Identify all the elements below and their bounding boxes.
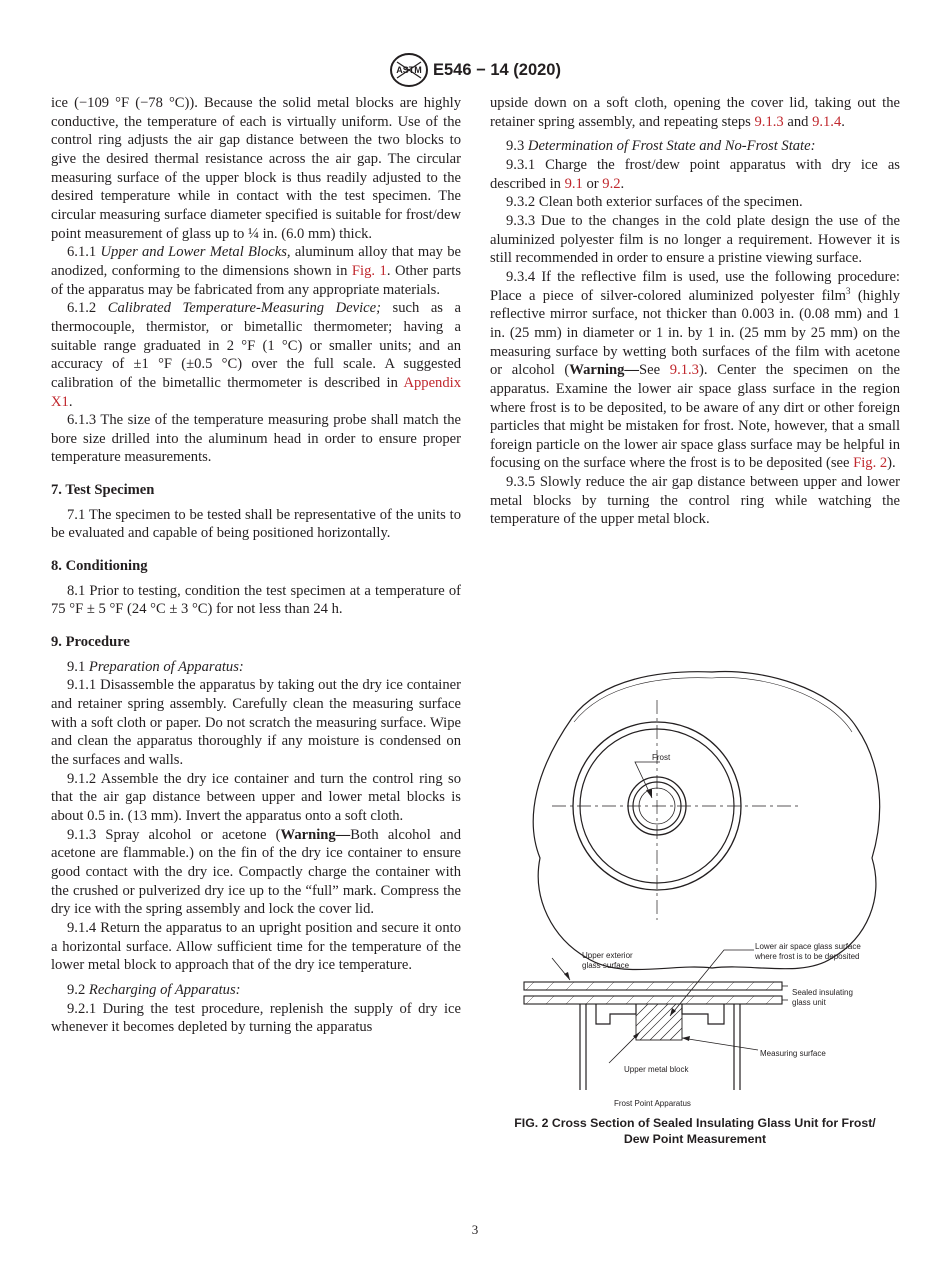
section-text: and	[783, 113, 813, 130]
section-9-1-3	[51, 826, 461, 919]
section-6-1-3: 6.1.3 The size of the temperature measuring probe shall match the bore size drilled into the aluminum head in order to ensure proper temperature measurements.	[51, 412, 461, 466]
fig-1-link[interactable]: Fig. 1	[351, 262, 387, 279]
frost-point-diagram	[512, 658, 892, 1118]
section-text: .	[620, 175, 625, 192]
fig-2-link[interactable]: Fig. 2	[853, 455, 888, 472]
label-frost: Frost	[652, 753, 671, 762]
section-text: . Other parts of the apparatus may be fabricated from any appropriate materials.	[51, 262, 462, 298]
label-frost-point-apparatus: Frost Point Apparatus	[614, 1099, 691, 1108]
section-number: 9.3	[506, 138, 525, 155]
section-text: (highly reflective mirror surface, not thicker than 0.003 in. (0.08 mm) and 1 in. (25 mm) in diameter or 1 in. by 1 in. (25 mm by 25 mm) on the measuring surface by wetting both surfaces of the film with acetone or alcohol (	[490, 287, 900, 379]
specimen-outline	[533, 671, 879, 969]
heading-conditioning: 8. Conditioning	[51, 558, 148, 575]
page-number: 3	[471, 1222, 479, 1237]
section-9-3-2: 9.3.2 Clean both exterior surfaces of the specimen.	[506, 194, 803, 211]
section-9-3-5: 9.3.5 Slowly reduce the air gap distance between upper and lower metal blocks by turning the control ring while watching the temperature of the upper metal block.	[490, 474, 900, 528]
section-text: 9.3.4 If the reflective film is used, use the following procedure: Place a piece of silver-colored aluminized polyester film	[490, 268, 900, 304]
link-9-1-3[interactable]: 9.1.3	[669, 362, 699, 379]
figure-2	[512, 658, 892, 1118]
upper-metal-block	[596, 1004, 636, 1024]
caption-line-1: FIG. 2 Cross Section of Sealed Insulating Glass Unit for Frost/	[514, 1116, 876, 1130]
heading-procedure: 9. Procedure	[51, 634, 130, 651]
frost-leader	[635, 762, 660, 798]
section-number: 9.1	[67, 658, 86, 675]
figure-caption	[490, 1116, 900, 1147]
section-9-1-1: 9.1.1 Disassemble the apparatus by taking out the dry ice container and retainer spring assembly. Carefully clean the measuring surface with a soft cloth or paper. Do not scratch the measuring surface. Wipe and clean the apparatus thoroughly if any moisture is condensed on the surfaces and walls.	[51, 677, 461, 768]
section-6-1-2	[51, 299, 461, 411]
footnote-ref[interactable]: 3	[845, 285, 851, 296]
section-9-1-2: 9.1.2 Assemble the dry ice container and turn the control ring so that the air gap distance between upper and lower metal blocks is about 0.5 in. (13 mm). Invert the apparatus onto a soft cloth.	[51, 770, 461, 824]
section-text: .	[68, 393, 73, 410]
section-text: Both alcohol and acetone are flammable.) on the fin of the dry ice container to ensure good contact with the dry ice. Compactly charge the container with the crushed or pulverized dry ice up to the “full” mark. Compress the dry ice with the spring assembly and lock the cover lid.	[51, 826, 461, 918]
section-number: 9.2	[67, 981, 86, 998]
section-9-3-4	[490, 268, 900, 473]
section-8-1: 8.1 Prior to testing, condition the test specimen at a temperature of 75 °F ± 5 °F (24 °C ± 3 °C) for not less than 24 h.	[51, 582, 461, 618]
section-text: aluminum alloy that may be anodized, conforming to the dimensions shown in	[51, 244, 461, 279]
paragraph-continued	[490, 94, 900, 131]
right-column	[490, 94, 900, 529]
label-lower-air-1: Lower air space glass surface	[755, 942, 861, 951]
link-9-1-3[interactable]: 9.1.3	[754, 113, 784, 130]
warning-label: Warning—	[569, 362, 640, 379]
section-title: Recharging of Apparatus:	[88, 981, 241, 998]
logo-text: ASTM	[396, 65, 422, 75]
label-sealed-2: glass unit	[792, 998, 826, 1007]
section-text: 9.3.1 Charge the frost/dew point apparatus with dry ice as described in	[490, 156, 900, 192]
page-header	[0, 52, 950, 88]
section-6-1-1	[51, 243, 461, 299]
link-9-1[interactable]: 9.1	[564, 175, 583, 192]
section-9-2	[51, 981, 461, 1000]
paragraph-intro: ice (−109 °F (−78 °C)). Because the solid metal blocks are highly conductive, the temperature of each is virtually uniform. Use of the control ring adjusts the air gap distance between the two blocks to give the desired thermal resistance across the air gap. The circular measuring surface of the upper block is thus readily adjusted to the desired temperature while in contact with the test specimen. The circular measuring surface diameter specified is suitable for frost/dew point measurement of glass up to ¼ in. (6.0 mm) thick.	[51, 95, 461, 242]
label-lower-air-2: where frost is to be deposited	[755, 952, 860, 961]
section-9-1	[51, 658, 461, 677]
section-text: See	[639, 362, 670, 379]
section-text: upside down on a soft cloth, opening the cover lid, taking out the retainer spring assembly, and repeating steps	[490, 95, 900, 130]
label-upper-exterior-1: Upper exterior	[582, 951, 633, 960]
section-text: such as a thermocouple, thermistor, or bimetallic thermometer; having a suitable range graduated in 2 °F (1 °C) or smaller units; and an accuracy of ±1 °F (±0.5 °C) over the full scale. A suggested calibration of the bimetallic thermometer is described in	[51, 300, 461, 391]
caption-line-2: Dew Point Measurement	[623, 1131, 767, 1146]
section-title: Upper and Lower Metal Blocks,	[100, 244, 291, 261]
label-upper-exterior-2: glass surface	[582, 961, 630, 970]
document-code: E546 − 14 (2020)	[433, 60, 561, 79]
section-number: 6.1.2	[67, 300, 97, 317]
section-title: Preparation of Apparatus:	[88, 658, 244, 675]
label-measuring-surface: Measuring surface	[760, 1049, 826, 1058]
section-text: or	[582, 175, 603, 192]
section-9-2-1: 9.2.1 During the test procedure, replenish the supply of dry ice whenever it becomes depleted by turning the apparatus	[51, 1000, 461, 1036]
section-title: Calibrated Temperature-Measuring Device;	[107, 300, 381, 317]
section-9-3	[490, 137, 900, 156]
section-text: ). Center the specimen on the apparatus. Examine the lower air space glass surface in the region where frost is to be deposited, to be aware of any dirt or other foreign particles that might be mistaken for frost. Note, however, that a small foreign particle on the lower air space glass surface may be helpful in focusing on the surface where the frost is to be deposited (see	[490, 362, 900, 472]
left-column	[51, 94, 461, 1037]
section-text: .	[841, 113, 845, 130]
link-9-1-4[interactable]: 9.1.4	[812, 113, 842, 130]
section-text: 9.1.3 Spray alcohol or acetone (	[67, 826, 281, 843]
label-upper-metal-block: Upper metal block	[624, 1065, 689, 1074]
section-9-3-3: 9.3.3 Due to the changes in the cold plate design the use of the aluminized polyester film is no longer a requirement. However it is still recommended in order to ensure a pristine viewing surface.	[490, 212, 900, 267]
appendix-x1-link[interactable]: Appendix X1	[51, 374, 461, 410]
section-title: Determination of Frost State and No-Frost State:	[527, 138, 816, 155]
label-sealed-1: Sealed insulating	[792, 988, 853, 997]
section-9-1-4: 9.1.4 Return the apparatus to an upright position and secure it onto a horizontal surface. Allow sufficient time for the temperature of the lower metal block to approach that of the dry ice temperature.	[51, 919, 461, 974]
astm-logo-icon	[389, 52, 429, 88]
link-9-2[interactable]: 9.2	[602, 175, 621, 192]
section-9-3-1	[490, 156, 900, 193]
heading-test-specimen: 7. Test Specimen	[51, 482, 155, 499]
warning-label: Warning—	[280, 826, 351, 843]
section-number: 6.1.1	[67, 244, 97, 261]
section-text: ).	[887, 455, 896, 472]
section-7-1: 7.1 The specimen to be tested shall be representative of the units to be evaluated and capable of being positioned horizontally.	[51, 506, 461, 542]
